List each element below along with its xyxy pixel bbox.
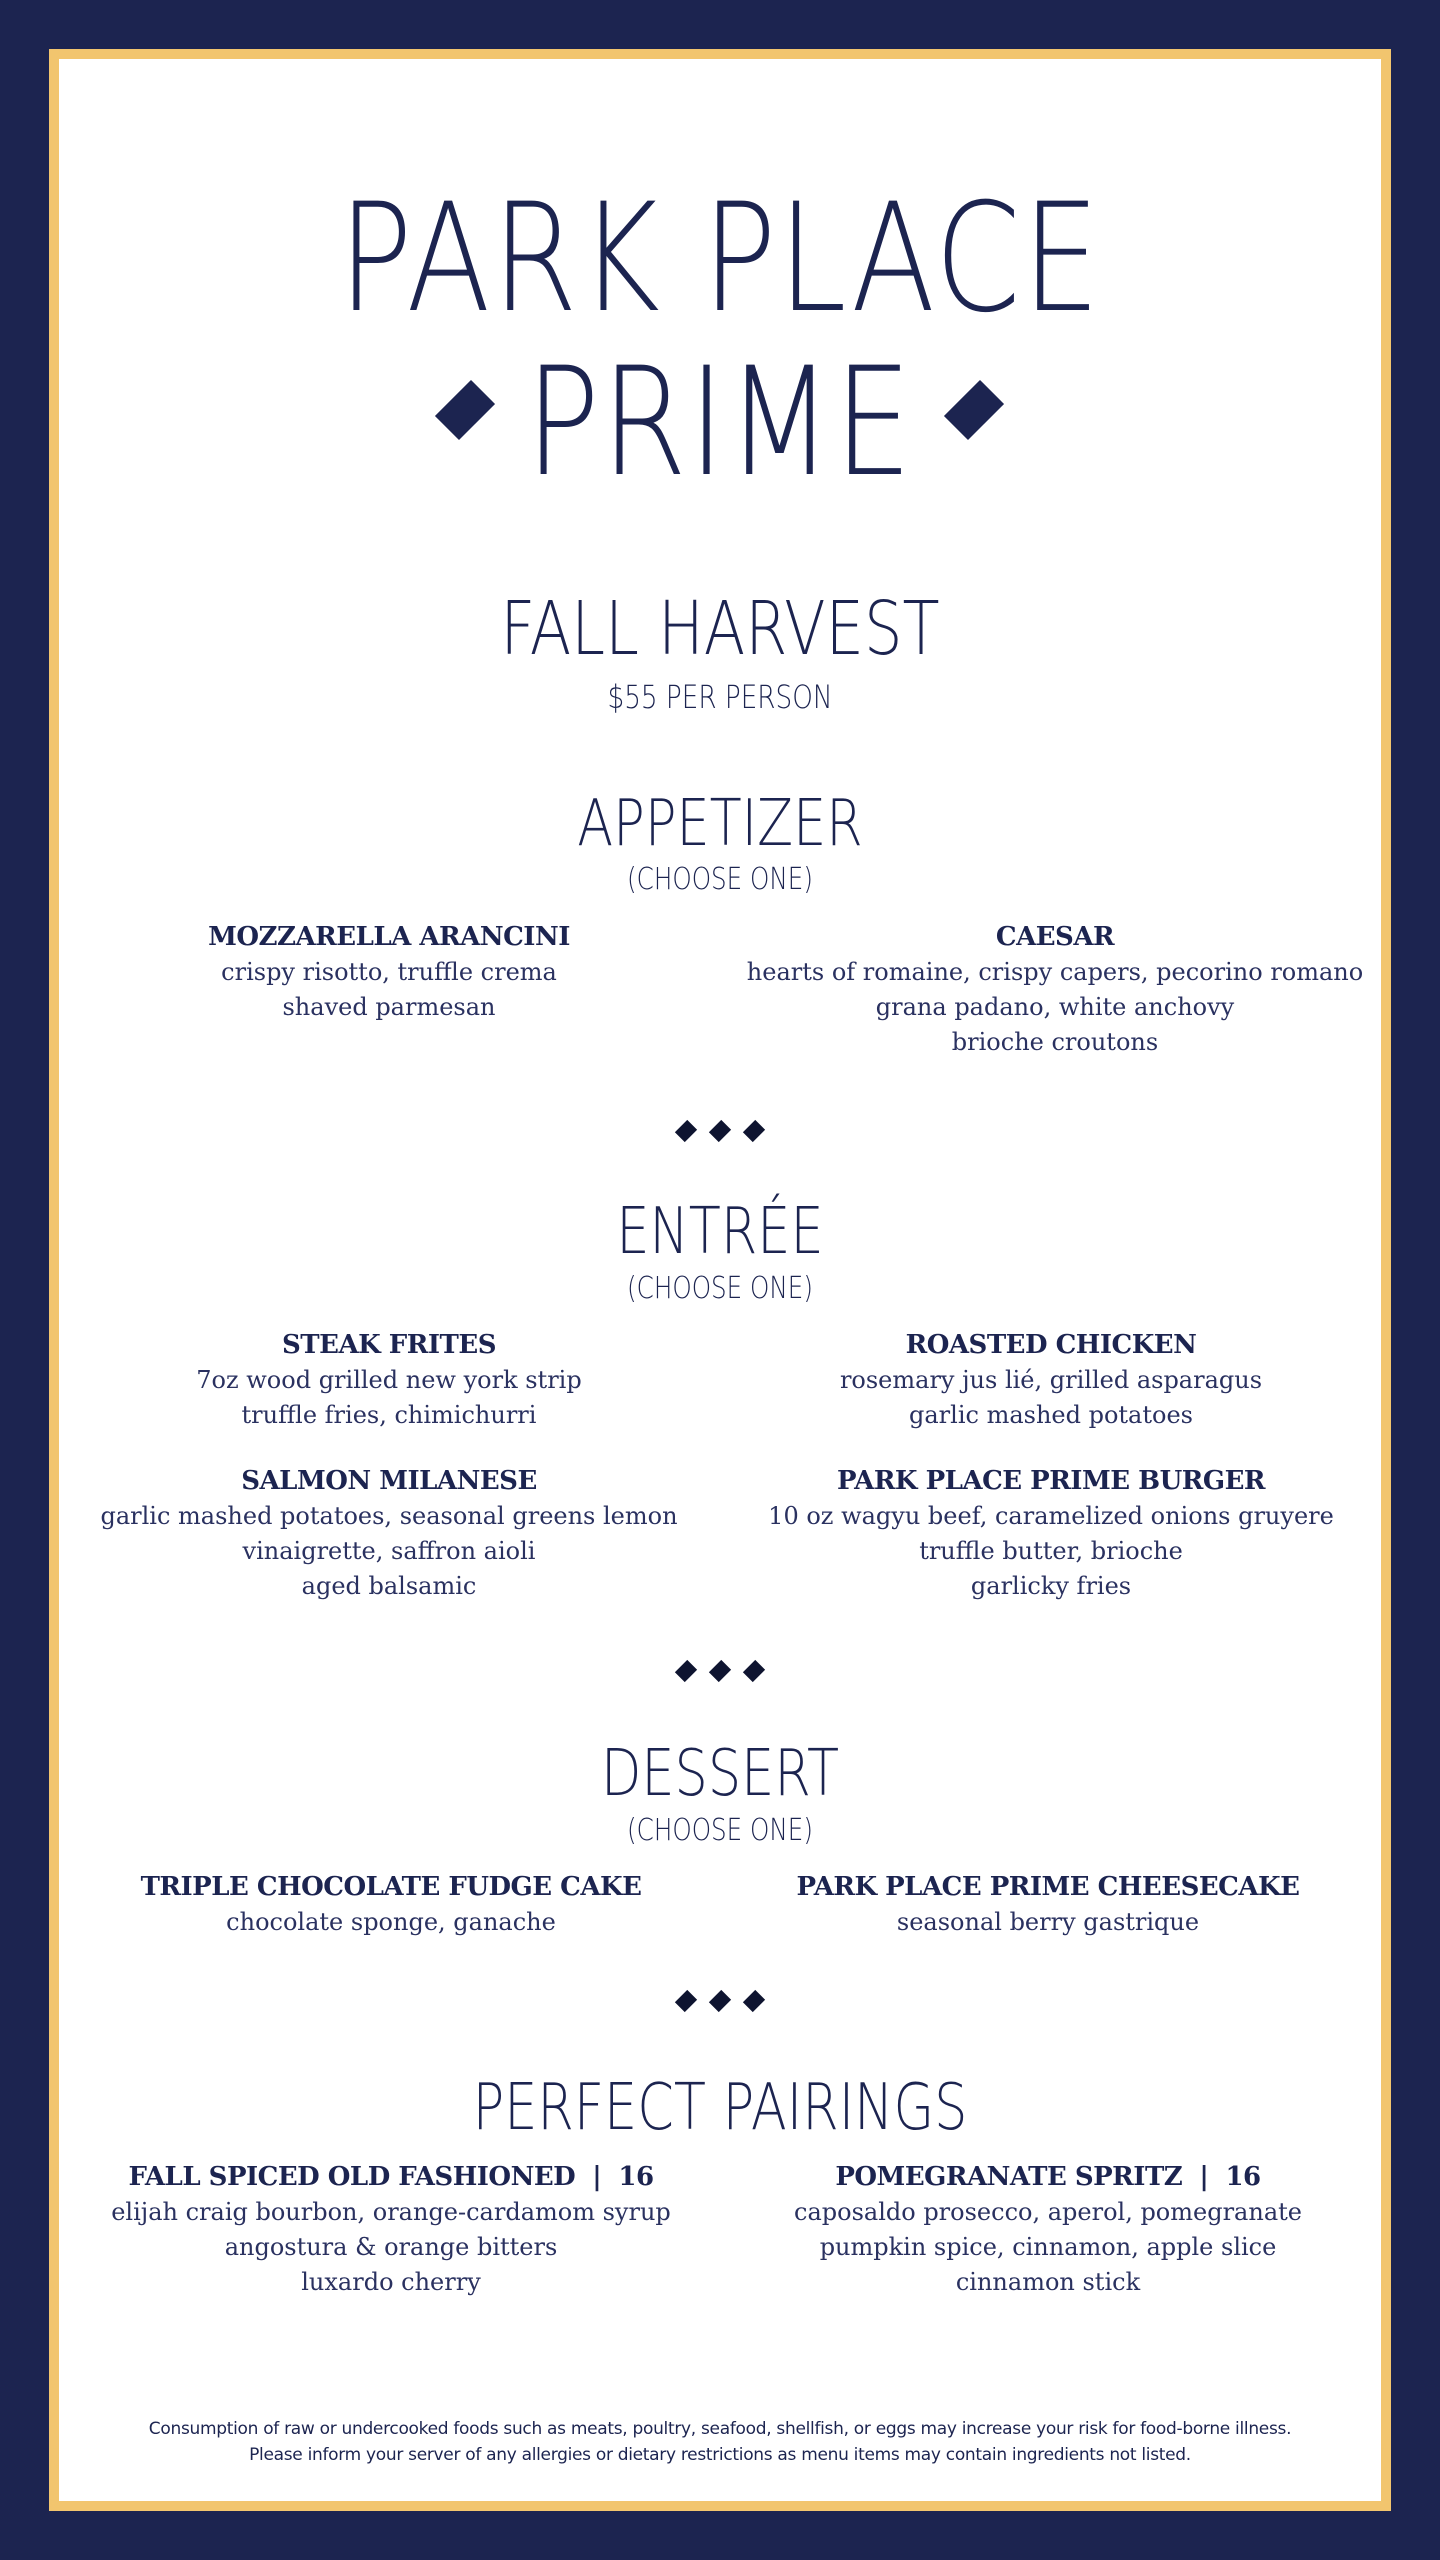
item-description: hearts of romaine, crispy capers, pecorino romano [746,958,1364,986]
restaurant-name-line1: PARK PLACE [338,172,1102,346]
item-description: cinnamon stick [955,2268,1141,2296]
item-description: shaved parmesan [282,993,496,1021]
item-description: rosemary jus lié, grilled asparagus [839,1366,1263,1394]
pairings-heading: PERFECT PAIRINGS [472,2071,968,2145]
section-divider [0,1116,1440,1146]
item-name: PARK PLACE PRIME BURGER [836,1466,1265,1496]
item-name: POMEGRANATE SPRITZ | 16 [835,2162,1261,2192]
item-description: vinaigrette, saffron aioli [242,1537,536,1565]
diamond-icon [675,1660,697,1682]
item-description: 7oz wood grilled new york strip [196,1366,582,1394]
dessert-choose-note: (CHOOSE ONE) [627,1813,813,1848]
entree-choose-note: (CHOOSE ONE) [627,1271,813,1306]
diamond-ornament-left-icon [435,380,495,440]
menu-item [731,1464,1371,1604]
menu-item [71,1870,711,1940]
diamond-icon [709,1990,731,2012]
item-name: CAESAR [995,922,1115,952]
menu-price: $55 PER PERSON [607,678,833,716]
diamond-icon [709,1660,731,1682]
entree-heading: ENTRÉE [616,1195,824,1269]
item-description: garlic mashed potatoes [909,1401,1193,1429]
item-description: luxardo cherry [301,2268,481,2296]
item-name: PARK PLACE PRIME CHEESECAKE [796,1872,1300,1902]
item-description: brioche croutons [951,1028,1159,1056]
menu-item [735,920,1375,1060]
restaurant-name-line2: PRIME [526,336,914,510]
item-name: STEAK FRITES [282,1330,496,1360]
section-divider [0,1986,1440,2016]
item-description: garlicky fries [970,1572,1132,1600]
item-description: crispy risotto, truffle crema [221,958,557,986]
diamond-icon [743,1660,765,1682]
menu-item [69,1464,709,1604]
item-description: angostura & orange bitters [224,2233,558,2261]
item-description: truffle fries, chimichurri [241,1401,537,1429]
appetizer-choose-note: (CHOOSE ONE) [627,862,813,897]
item-name: SALMON MILANESE [241,1466,537,1496]
appetizer-heading: APPETIZER [577,787,863,861]
disclaimer-line: Consumption of raw or undercooked foods such as meats, poultry, seafood, shellfish, or eggs may increase your risk for food-borne illness. [148,2419,1292,2439]
menu-item [728,2160,1368,2300]
item-name: FALL SPICED OLD FASHIONED | 16 [128,2162,654,2192]
diamond-icon [675,1990,697,2012]
item-description: truffle butter, brioche [919,1537,1183,1565]
item-name: TRIPLE CHOCOLATE FUDGE CAKE [140,1872,642,1902]
section-divider [0,1656,1440,1686]
item-description: grana padano, white anchovy [875,993,1235,1021]
item-description: elijah craig bourbon, orange-cardamom syrup [111,2198,671,2226]
item-name: ROASTED CHICKEN [905,1330,1197,1360]
item-description: pumpkin spice, cinnamon, apple slice [819,2233,1277,2261]
menu-item [69,920,709,1025]
menu-title: FALL HARVEST [500,586,940,672]
item-name: MOZZARELLA ARANCINI [208,922,570,952]
item-description: caposaldo prosecco, aperol, pomegranate [794,2198,1302,2226]
diamond-icon [743,1990,765,2012]
diamond-icon [675,1120,697,1142]
menu-item [69,1328,709,1433]
diamond-icon [709,1120,731,1142]
menu-item [728,1870,1368,1940]
item-description: aged balsamic [301,1572,477,1600]
menu-item [731,1328,1371,1433]
allergy-disclaimer [0,2416,1440,2468]
item-description: seasonal berry gastrique [896,1908,1200,1936]
menu-item [71,2160,711,2300]
item-description: garlic mashed potatoes, seasonal greens lemon [100,1502,678,1530]
diamond-ornament-right-icon [944,380,1004,440]
restaurant-name-line2-row [0,336,1440,510]
item-description: chocolate sponge, ganache [226,1908,556,1936]
item-description: 10 oz wagyu beef, caramelized onions gruyere [768,1502,1334,1530]
dessert-heading: DESSERT [600,1737,840,1811]
diamond-icon [743,1120,765,1142]
disclaimer-line: Please inform your server of any allergies or dietary restrictions as menu items may contain ingredients not listed. [249,2445,1191,2465]
